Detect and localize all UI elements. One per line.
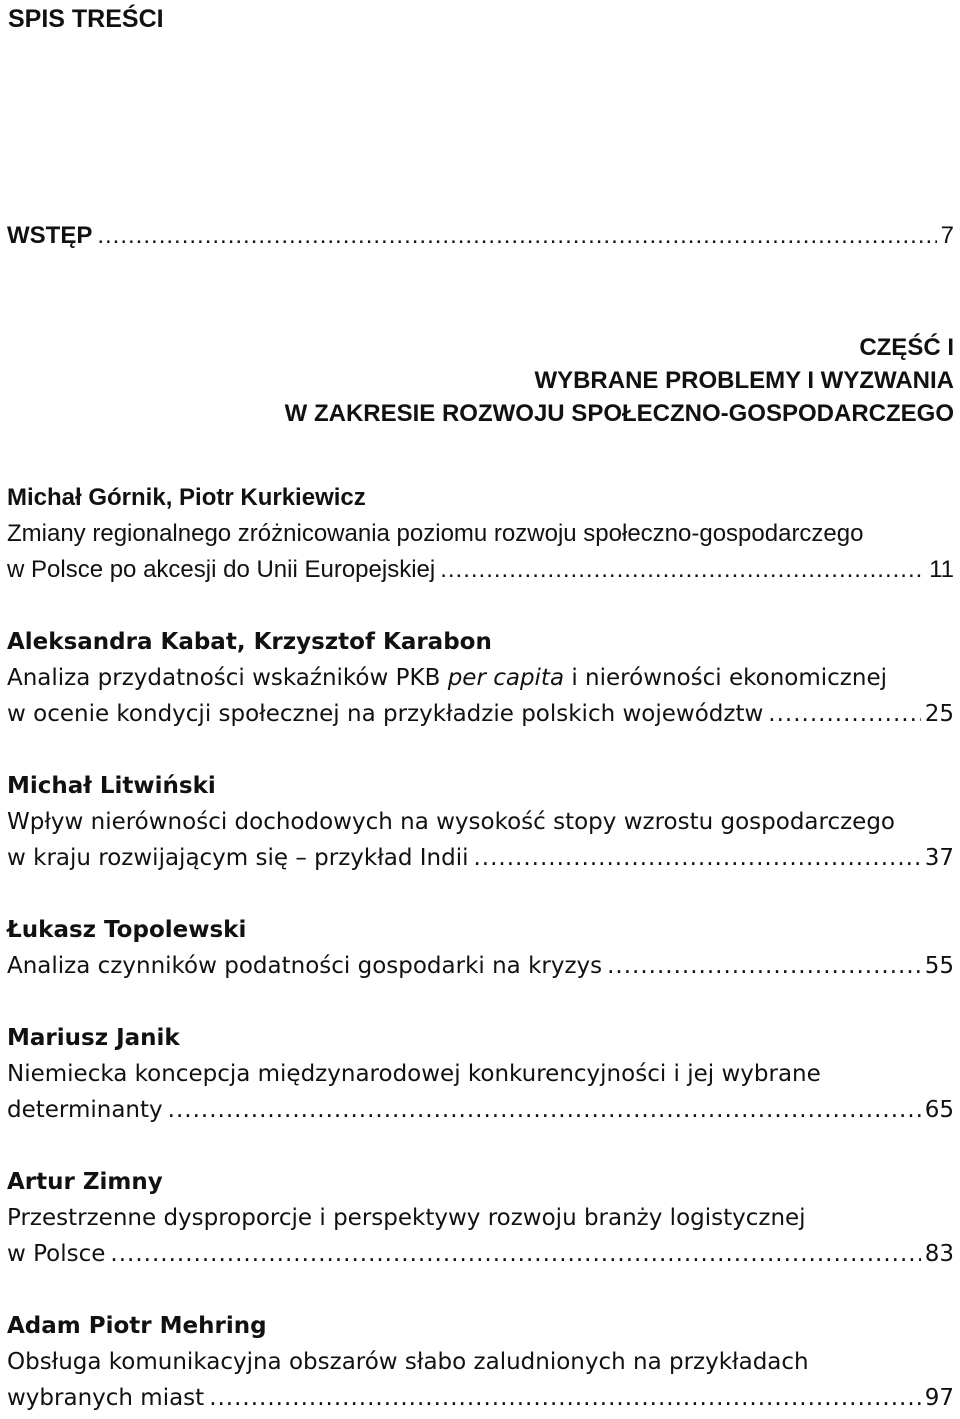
dot-leader xyxy=(110,1239,920,1269)
page-number: 97 xyxy=(924,1385,954,1411)
entry-title-line: Niemiecka koncepcja międzynarodowej konkurencyjności i jej wybrane xyxy=(7,1061,821,1087)
page-number: 83 xyxy=(924,1241,954,1267)
entry-title-line: w ocenie kondycji społecznej na przykładzie polskich województw xyxy=(7,701,764,727)
dot-leader xyxy=(607,951,921,981)
part-number: CZĘŚĆ I xyxy=(859,334,954,361)
entry-title-line: Przestrzenne dysproporcje i perspektywy rozwoju branży logistycznej xyxy=(7,1205,806,1231)
part-heading xyxy=(285,331,954,430)
entry-title-line: Obsługa komunikacyjna obszarów słabo zaludnionych na przykładach xyxy=(7,1349,809,1375)
entry-authors: Michał Górnik, Piotr Kurkiewicz xyxy=(7,484,366,511)
toc-entry-7[interactable] xyxy=(7,1383,954,1413)
entry-title-line: w kraju rozwijającym się – przykład Indii xyxy=(7,845,469,871)
entry-title-line: Zmiany regionalnego zróżnicowania poziomu rozwoju społeczno-gospodarczego xyxy=(7,520,864,547)
dot-leader xyxy=(209,1383,921,1413)
page-number: 7 xyxy=(940,222,954,249)
part-title-line-2: W ZAKRESIE ROZWOJU SPOŁECZNO-GOSPODARCZEGO xyxy=(284,400,954,427)
entry-title-line: w Polsce xyxy=(7,1241,106,1267)
entry-title-line: Analiza czynników podatności gospodarki na kryzys xyxy=(7,953,603,979)
entry-authors: Artur Zimny xyxy=(7,1169,163,1195)
page-title: SPIS TREŚCI xyxy=(8,5,164,33)
page-number: 25 xyxy=(924,701,954,727)
page-number: 11 xyxy=(929,556,954,583)
entry-title-line: determinanty xyxy=(7,1097,163,1123)
toc-entry-1[interactable] xyxy=(7,555,954,585)
toc-entry-6[interactable] xyxy=(7,1239,954,1269)
title-italic-text: per capita xyxy=(447,665,565,691)
toc-entry-intro[interactable] xyxy=(7,221,954,251)
intro-label: WSTĘP xyxy=(7,222,93,249)
entry-title-line xyxy=(7,663,887,693)
toc-entry-3[interactable] xyxy=(7,843,954,873)
toc-entry-5[interactable] xyxy=(7,1095,954,1125)
dot-leader xyxy=(474,843,921,873)
part-title-line-1: WYBRANE PROBLEMY I WYZWANIA xyxy=(534,367,954,394)
entry-authors: Łukasz Topolewski xyxy=(7,917,247,943)
toc-entry-2[interactable] xyxy=(7,699,954,729)
entry-authors: Michał Litwiński xyxy=(7,773,216,799)
page-number: 65 xyxy=(924,1097,954,1123)
page-number: 55 xyxy=(924,953,954,979)
entry-title-line: w Polsce po akcesji do Unii Europejskiej xyxy=(7,556,436,583)
entry-title-line: wybranych miast xyxy=(7,1385,205,1411)
entry-title-line: Wpływ nierówności dochodowych na wysokość stopy wzrostu gospodarczego xyxy=(7,809,896,835)
entry-authors: Mariusz Janik xyxy=(7,1025,180,1051)
dot-leader xyxy=(97,221,936,251)
toc-entry-4[interactable] xyxy=(7,951,954,981)
entry-authors: Aleksandra Kabat, Krzysztof Karabon xyxy=(7,629,492,655)
title-text: Analiza przydatności wskaźników PKB xyxy=(7,665,448,691)
title-text: i nierówności ekonomicznej xyxy=(564,665,887,691)
dot-leader xyxy=(768,699,920,729)
page-number: 37 xyxy=(924,845,954,871)
dot-leader xyxy=(440,555,925,585)
entry-authors: Adam Piotr Mehring xyxy=(7,1313,267,1339)
dot-leader xyxy=(168,1095,921,1125)
